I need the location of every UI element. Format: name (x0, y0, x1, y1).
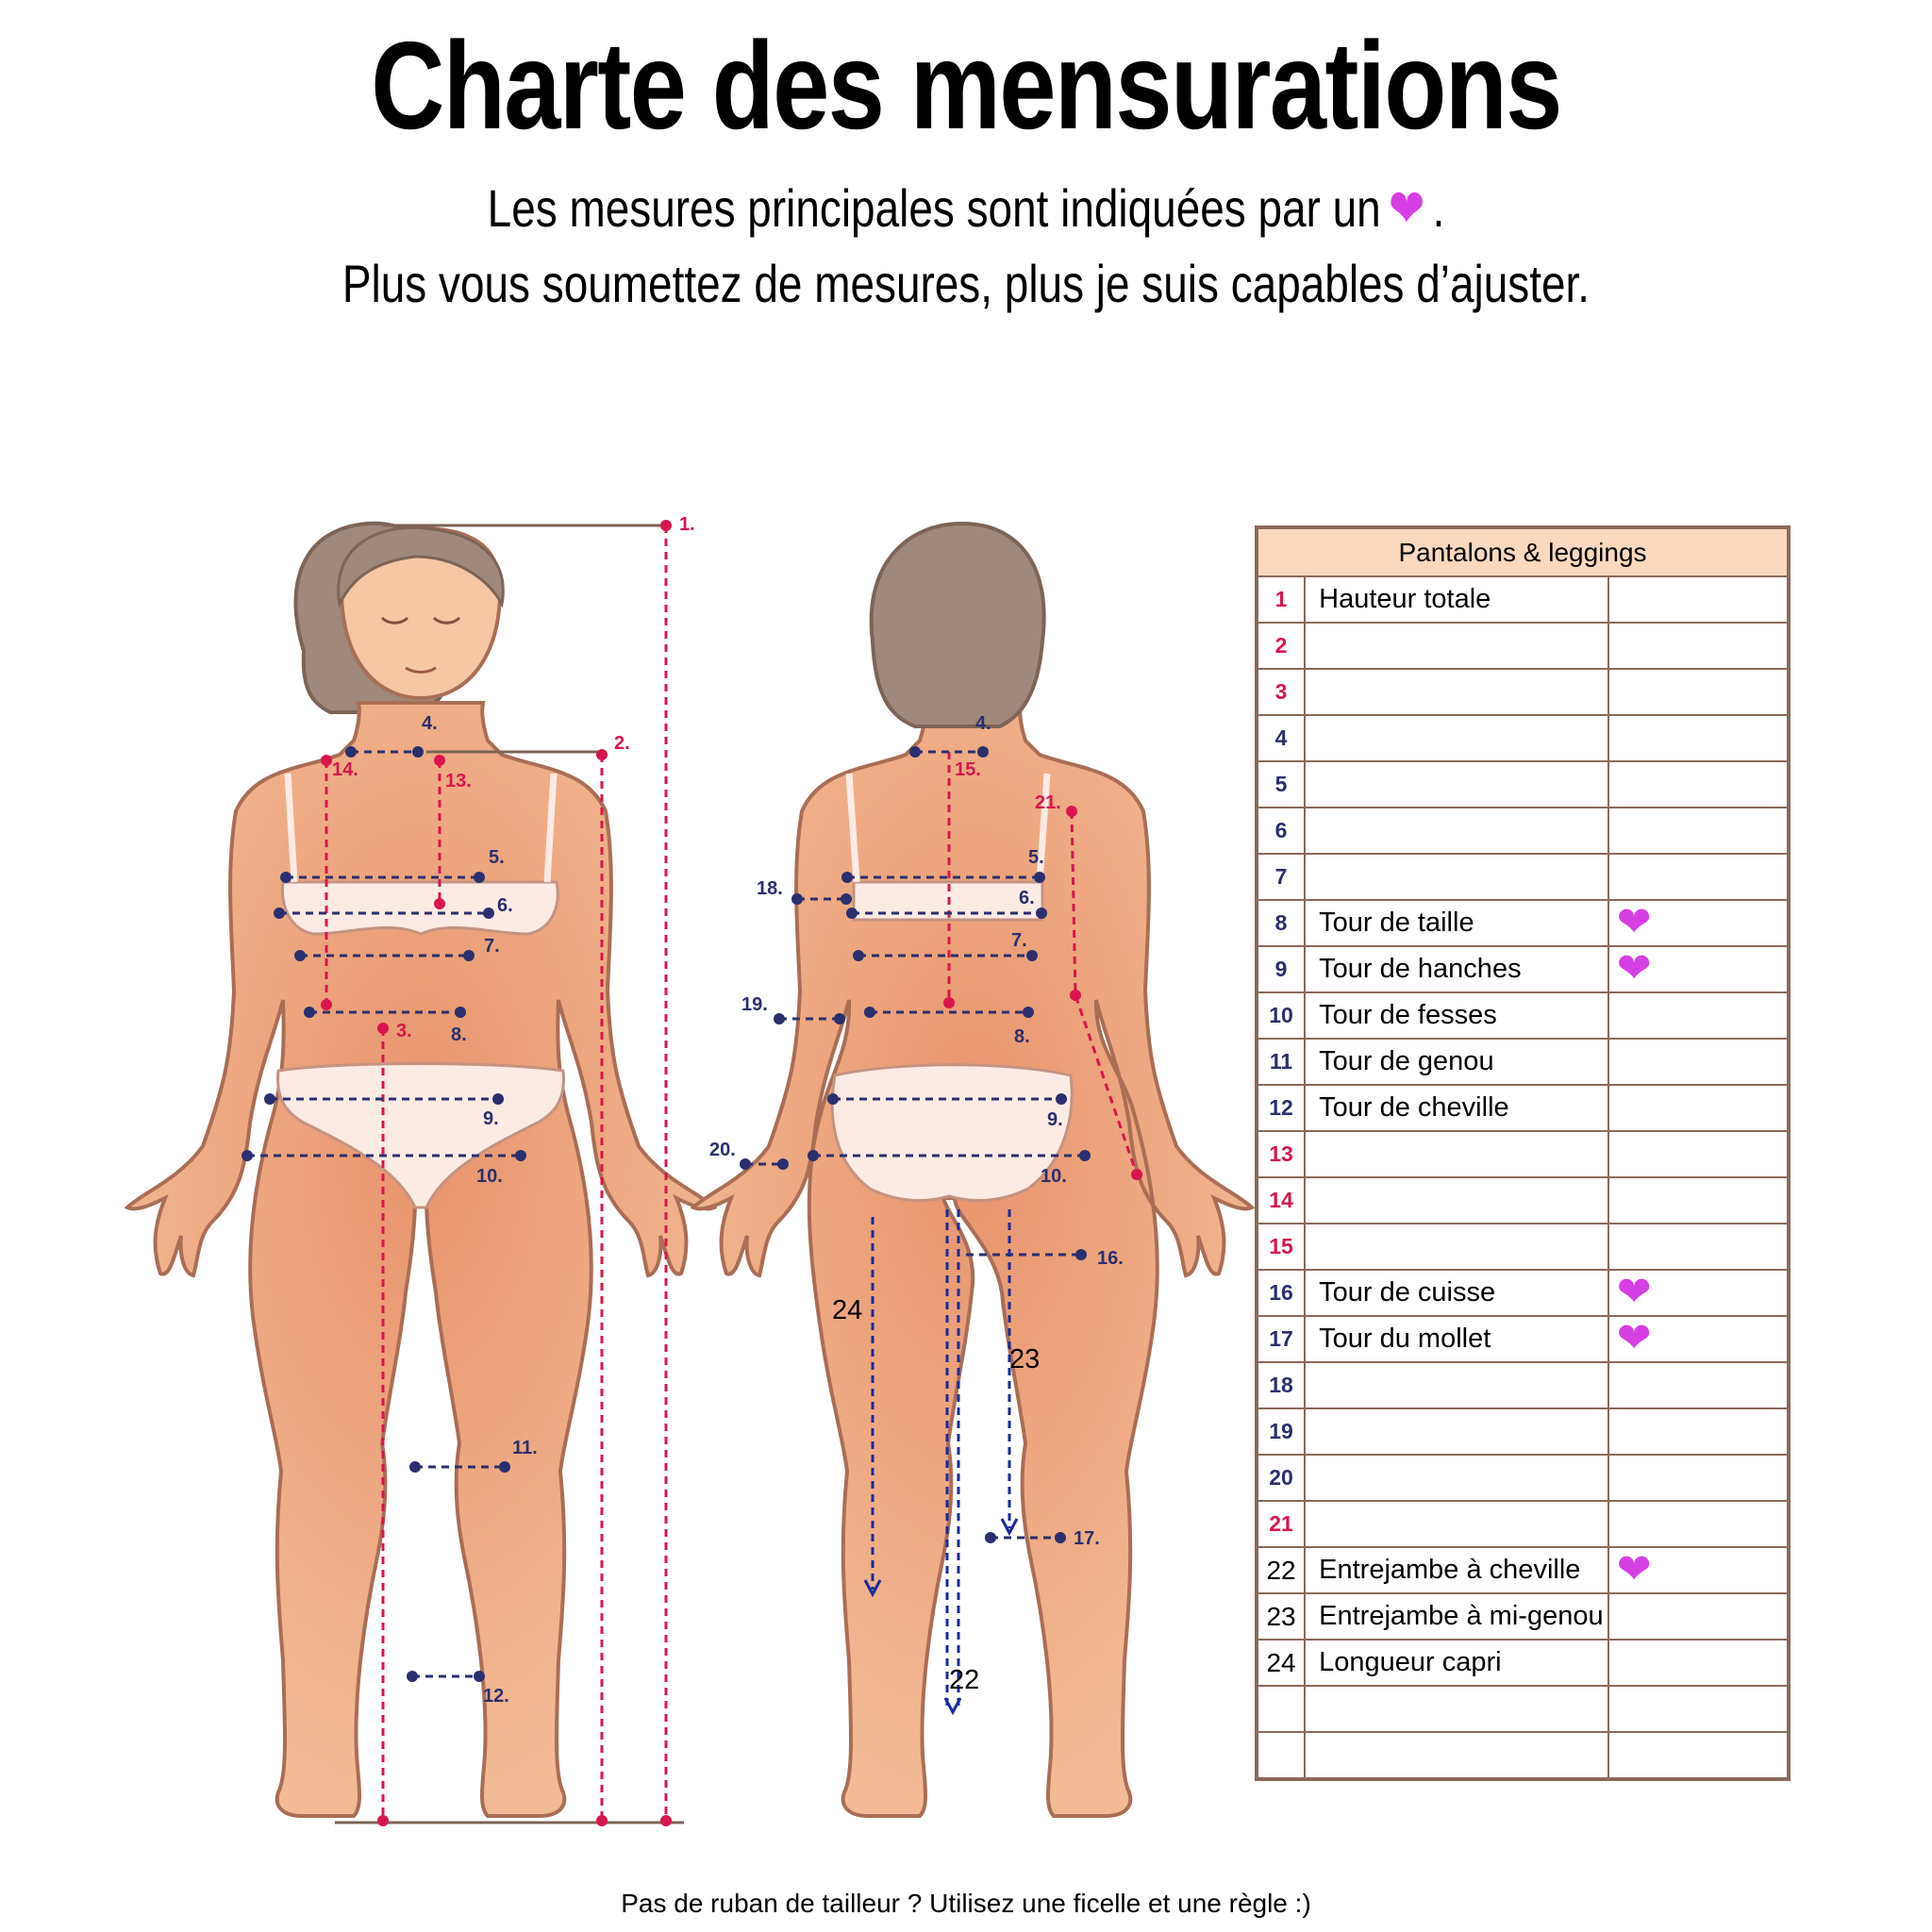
row-value-cell[interactable] (1608, 854, 1789, 900)
row-value-cell[interactable] (1608, 1085, 1789, 1131)
row-value-cell[interactable] (1608, 900, 1789, 946)
label-15: 15. (955, 759, 981, 780)
row-label (1305, 623, 1608, 669)
table-row (1257, 1501, 1789, 1547)
dot-17-b (1055, 1532, 1066, 1543)
row-number: 14 (1257, 1177, 1305, 1224)
row-number: 4 (1257, 715, 1305, 761)
row-number: 24 (1257, 1640, 1305, 1686)
dot-4-b (412, 746, 424, 758)
back-body (693, 703, 1252, 1816)
table-row (1257, 1640, 1789, 1686)
row-value-cell[interactable] (1608, 1593, 1789, 1640)
row-label (1305, 761, 1608, 808)
dot-12-a (407, 1671, 418, 1682)
row-number: 11 (1257, 1039, 1305, 1085)
row-number: 18 (1257, 1362, 1305, 1408)
dot-2-end (596, 1815, 608, 1826)
row-number: 17 (1257, 1316, 1305, 1362)
table-row (1257, 992, 1789, 1039)
table-row (1257, 1085, 1789, 1131)
row-number: 22 (1257, 1547, 1305, 1593)
row-label (1305, 1177, 1608, 1224)
table-row (1257, 1039, 1789, 1085)
dot-11-a (409, 1461, 421, 1473)
row-number: 20 (1257, 1455, 1305, 1501)
front-bra (282, 882, 558, 934)
dot-7-b (463, 950, 475, 961)
row-label (1305, 1732, 1608, 1779)
back-hair (872, 524, 1044, 726)
dot-9-back-a (827, 1093, 839, 1105)
label-6-back: 6. (1019, 888, 1035, 908)
row-number: 9 (1257, 946, 1305, 992)
row-number: 13 (1257, 1131, 1305, 1177)
heart-icon: ❤ (1616, 1314, 1652, 1361)
row-number (1257, 1732, 1305, 1779)
row-label: Entrejambe à cheville (1305, 1547, 1608, 1593)
row-value-cell[interactable] (1608, 576, 1789, 623)
dot-10-back-a (808, 1150, 819, 1161)
dot-20-a (740, 1158, 751, 1170)
row-number: 5 (1257, 761, 1305, 808)
row-label (1305, 1362, 1608, 1408)
row-value-cell[interactable] (1608, 1224, 1789, 1270)
row-label (1305, 808, 1608, 854)
row-value-cell[interactable] (1608, 623, 1789, 669)
dot-10-back-b (1079, 1150, 1091, 1161)
row-value-cell[interactable] (1608, 946, 1789, 992)
row-label (1305, 715, 1608, 761)
row-value-cell[interactable] (1608, 761, 1789, 808)
row-value-cell[interactable] (1608, 715, 1789, 761)
row-number: 21 (1257, 1501, 1305, 1547)
dot-3 (377, 1023, 389, 1034)
row-number: 12 (1257, 1085, 1305, 1131)
table-row (1257, 1224, 1789, 1270)
table-row (1257, 900, 1789, 946)
dot-6-b (483, 908, 494, 919)
dot-21-end (1131, 1169, 1142, 1180)
table-row (1257, 1455, 1789, 1501)
table-row (1257, 715, 1789, 761)
row-label (1305, 1455, 1608, 1501)
label-22: 22 (949, 1665, 980, 1695)
row-number: 6 (1257, 808, 1305, 854)
row-value-cell[interactable] (1608, 1362, 1789, 1408)
dot-17-a (985, 1532, 996, 1543)
row-value-cell[interactable] (1608, 669, 1789, 715)
back-underwear (832, 1065, 1072, 1201)
dot-7-back-a (853, 950, 864, 961)
table-row (1257, 1362, 1789, 1408)
table-row (1257, 854, 1789, 900)
front-body (127, 703, 714, 1816)
table-row (1257, 576, 1789, 623)
heart-icon: ❤ (1388, 178, 1425, 238)
row-label: Entrejambe à mi-genou (1305, 1593, 1608, 1640)
table-header-row (1257, 527, 1789, 576)
row-value-cell[interactable] (1608, 1501, 1789, 1547)
label-7: 7. (484, 936, 500, 957)
label-14: 14. (332, 759, 358, 780)
label-3: 3. (396, 1021, 412, 1041)
dot-4-back-a (909, 746, 921, 758)
front-figure (127, 524, 714, 1816)
row-label (1305, 1131, 1608, 1177)
label-4-back: 4. (975, 713, 991, 734)
row-value-cell[interactable] (1608, 1686, 1789, 1732)
label-16: 16. (1097, 1248, 1124, 1269)
row-value-cell[interactable] (1608, 1131, 1789, 1177)
table-row (1257, 1408, 1789, 1455)
label-7-back: 7. (1011, 930, 1027, 951)
arrowhead-22 (945, 1698, 960, 1712)
table-row (1257, 1131, 1789, 1177)
row-value-cell[interactable] (1608, 1270, 1789, 1316)
row-value-cell[interactable] (1608, 1455, 1789, 1501)
label-2: 2. (614, 733, 630, 754)
row-value-cell[interactable] (1608, 1640, 1789, 1686)
measurements-table (1255, 525, 1790, 1781)
dot-9-back-b (1056, 1093, 1067, 1105)
row-label (1305, 1501, 1608, 1547)
label-5: 5. (489, 847, 505, 868)
dot-5-a (280, 872, 291, 883)
dot-7-a (294, 950, 306, 961)
dot-8-back-a (864, 1007, 875, 1018)
label-4: 4. (422, 713, 438, 734)
label-13: 13. (445, 771, 472, 791)
dot-6-back-b (1036, 908, 1047, 919)
dot-15-end (943, 997, 955, 1008)
row-number: 19 (1257, 1408, 1305, 1455)
row-value-cell[interactable] (1608, 1177, 1789, 1224)
label-9: 9. (483, 1108, 499, 1129)
table-row (1257, 1547, 1789, 1593)
label-12: 12. (483, 1686, 509, 1707)
table-row (1257, 761, 1789, 808)
row-number: 2 (1257, 623, 1305, 669)
subtitle-period: . (1432, 178, 1445, 238)
row-value-cell[interactable] (1608, 1732, 1789, 1779)
row-label (1305, 669, 1608, 715)
row-number: 16 (1257, 1270, 1305, 1316)
row-number: 10 (1257, 992, 1305, 1039)
dot-5-b (474, 872, 485, 883)
table-row (1257, 669, 1789, 715)
dot-19-b (834, 1013, 845, 1024)
dot-4-a (345, 746, 357, 758)
row-number: 15 (1257, 1224, 1305, 1270)
table-row (1257, 1686, 1789, 1732)
dot-3-end (377, 1815, 389, 1826)
dot-1 (660, 520, 672, 531)
label-11: 11. (512, 1438, 538, 1458)
row-value-cell[interactable] (1608, 808, 1789, 854)
table-row (1257, 1593, 1789, 1640)
row-label: Tour de cheville (1305, 1085, 1608, 1131)
arrowhead-23 (1002, 1519, 1017, 1533)
row-label: Tour de hanches (1305, 946, 1608, 992)
label-17: 17. (1074, 1528, 1100, 1549)
row-value-cell[interactable] (1608, 992, 1789, 1039)
dot-6-a (274, 908, 285, 919)
dot-18-a (791, 893, 803, 905)
back-figure (693, 524, 1252, 1816)
dot-20-b (777, 1158, 789, 1170)
label-10-back: 10. (1041, 1166, 1067, 1187)
label-19: 19. (741, 994, 768, 1015)
page-title: Charte des mensurations (371, 16, 1561, 155)
row-label: Hauteur totale (1305, 576, 1608, 623)
row-value-cell[interactable] (1608, 1316, 1789, 1362)
table-row (1257, 623, 1789, 669)
dot-18-b (841, 893, 852, 905)
subtitle-more-measures: Plus vous soumettez de mesures, plus je suis capables d’ajuster. (341, 254, 1591, 313)
dot-1-end (660, 1815, 672, 1826)
dot-12-b (474, 1671, 485, 1682)
dot-5-back-b (1034, 872, 1045, 883)
row-label (1305, 1686, 1608, 1732)
dot-14-end (321, 999, 332, 1010)
dot-13-end (434, 898, 445, 909)
row-value-cell[interactable] (1608, 1547, 1789, 1593)
table-row (1257, 1732, 1789, 1779)
row-label: Tour de genou (1305, 1039, 1608, 1085)
dot-8-a (304, 1007, 315, 1018)
row-label: Tour de taille (1305, 900, 1608, 946)
label-6: 6. (497, 895, 513, 916)
row-label (1305, 1408, 1608, 1455)
label-8-back: 8. (1014, 1026, 1030, 1047)
dot-10-a (242, 1150, 253, 1161)
dot-7-back-b (1026, 950, 1038, 961)
dot-21 (1066, 806, 1077, 817)
table-row (1257, 946, 1789, 992)
row-label: Tour de fesses (1305, 992, 1608, 1039)
dot-14 (321, 755, 332, 766)
dot-16-b (1075, 1249, 1087, 1260)
dot-2 (596, 749, 608, 760)
label-24: 24 (832, 1295, 863, 1325)
subtitle-main-measures-text: Les mesures principales sont indiquées par un (487, 178, 1381, 238)
heart-icon: ❤ (1616, 1545, 1652, 1592)
label-21: 21. (1035, 792, 1061, 813)
heart-icon: ❤ (1616, 1268, 1652, 1315)
row-value-cell[interactable] (1608, 1039, 1789, 1085)
dot-10-b (515, 1150, 526, 1161)
dot-8-back-b (1023, 1007, 1034, 1018)
footer-tip: Pas de ruban de tailleur ? Utilisez une ficelle et une règle :) (621, 1889, 1311, 1918)
label-5-back: 5. (1028, 847, 1044, 868)
table-header: Pantalons & leggings (1257, 527, 1789, 576)
table-row (1257, 1177, 1789, 1224)
table-row (1257, 1316, 1789, 1362)
dot-11-b (499, 1461, 510, 1473)
label-9-back: 9. (1047, 1109, 1063, 1130)
row-number: 1 (1257, 576, 1305, 623)
label-23: 23 (1009, 1344, 1041, 1374)
row-label (1305, 1224, 1608, 1270)
row-number: 8 (1257, 900, 1305, 946)
row-label: Tour de cuisse (1305, 1270, 1608, 1316)
dot-8-b (455, 1007, 466, 1018)
row-label: Tour du mollet (1305, 1316, 1608, 1362)
dot-19-a (774, 1013, 785, 1024)
row-label: Longueur capri (1305, 1640, 1608, 1686)
row-label (1305, 854, 1608, 900)
dot-9-a (264, 1093, 275, 1105)
row-value-cell[interactable] (1608, 1408, 1789, 1455)
label-8: 8. (451, 1024, 467, 1045)
label-10: 10. (476, 1166, 503, 1187)
heart-icon: ❤ (1616, 944, 1652, 991)
dot-5-back-a (841, 872, 853, 883)
row-number: 3 (1257, 669, 1305, 715)
dot-21-mid (1070, 990, 1081, 1001)
row-number: 23 (1257, 1593, 1305, 1640)
dot-9-b (492, 1093, 504, 1105)
dot-13 (434, 755, 445, 766)
row-number: 7 (1257, 854, 1305, 900)
table-row (1257, 1270, 1789, 1316)
row-number (1257, 1686, 1305, 1732)
dot-6-back-a (846, 908, 858, 919)
label-1: 1. (679, 514, 695, 535)
label-20: 20. (709, 1140, 736, 1160)
heart-icon: ❤ (1616, 898, 1652, 945)
dot-4-back-b (977, 746, 989, 758)
label-18: 18. (757, 878, 783, 899)
table-row (1257, 808, 1789, 854)
